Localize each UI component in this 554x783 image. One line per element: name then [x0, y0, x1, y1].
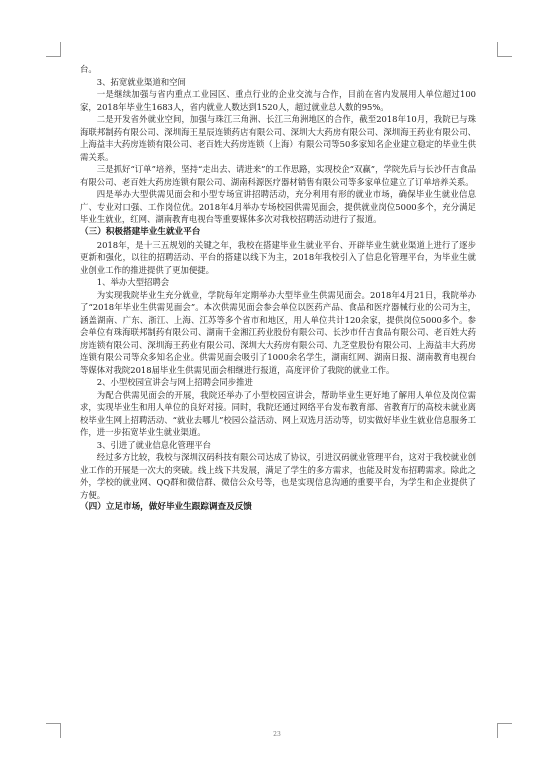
crop-mark-top-right [497, 42, 512, 57]
paragraph-large-fair: 为实现我院毕业生充分就业，学院每年定期举办大型毕业生供需见面会。2018年4月21日，我院举办了“2018年毕业生供需见面会”。本次供需见面会参会单位以医药产品、食品和医疗器械行业的公司为主，涵盖湖南、广东、浙江、上海、江苏等多个省市和地区，用人单位共计120余家，提供岗位5000多个。参会单位有珠海联邦制药有限公司、湖南千金湘江药业股份有限公司、长沙市仟吉食品有限公司、老百姓大药房连锁有限公司、深圳海王药业有限公司、深圳大大药房有限公司、九芝堂股份有限公司、上海益丰大药房连锁有限公司等众多知名企业。供需见面会吸引了1000余名学生，湖南红网、湖南日报、湖南教育电视台等媒体对我院2018届毕业生供需见面会相继进行报道，高度评价了我院的就业工作。 [80, 289, 476, 375]
paragraph-order-training: 三是抓好“订单”培养，坚持“走出去、请进来”的工作思路，实现校企“双赢”，学院先后与长沙仟吉食品有限公司、老百姓大药房连锁有限公司、湖南科源医疗器材销售有限公司等多家单位建立了订单培养关系。 [80, 164, 476, 187]
continuation-line: 台。 [80, 64, 97, 74]
crop-mark-top-left [46, 42, 61, 57]
subheading-large-fair: 1、举办大型招聘会 [96, 277, 170, 287]
paragraph-platform-intro: 2018年，是十三五规划的关键之年，我校在搭建毕业生就业平台、开辟毕业生就业渠道上进行了逐步更新和强化，以往的招聘活动、平台的搭建以线下为主，2018年我校引入了信息化管理平台，为毕业生就业创业工作的推进提供了更加便捷。 [80, 239, 476, 275]
paragraph-small-sessions: 为配合供需见面会的开展，我院还举办了小型校园宣讲会，帮助毕业生更好地了解用人单位及岗位需求，实现毕业生和用人单位的良好对接。同时，我院还通过网络平台发布教育部、省教育厅的高校未就业离校毕业生网上招聘活动、“就业去哪儿”校园公益活动、网上双选月活动等，切实做好毕业生就业信息服务工作，进一步拓宽毕业生就业渠道。 [80, 389, 476, 437]
paragraph-job-fairs: 四是举办大型供需见面会和小型专场宣讲招聘活动，充分利用有形的就业市场，确保毕业生就业信息广、专业对口强、工作岗位优。2018年4月举办专场校园供需见面会，提供就业岗位5000多个，充分满足毕业生就业，红网、湖南教育电视台等重要媒体多次对我校招聘活动进行了报道。 [80, 189, 476, 224]
page-number: 23 [273, 731, 281, 738]
section-heading-platform: （三）积极搭建毕业生就业平台 [80, 226, 201, 237]
subheading-small-sessions: 2、小型校园宣讲会与网上招聘会同步推进 [96, 377, 253, 387]
paragraph-info-platform: 经过多方比较，我校与深圳汉码科技有限公司达成了协议，引进汉码就业管理平台，这对于我校就业创业工作的开展是一次大的突破。线上线下共发展，满足了学生的多方需求，也能及时发布招聘需求。除此之外，学校的就业网、QQ群和微信群、微信公众号等，也是实现信息沟通的重要平台，为学生和企业提供了方便。 [80, 452, 476, 500]
document-body [80, 63, 476, 514]
subheading-info-platform: 3、引进了就业信息化管理平台 [96, 439, 211, 450]
paragraph-out-of-province: 二是开发省外就业空间，加强与珠江三角洲、长江三角洲地区的合作，截至2018年10月，我院已与珠海联邦制药有限公司、深圳海王星辰连锁药店有限公司、深圳大大药房有限公司、深圳海王药业有限公司、上海益丰大药房连锁有限公司、老百姓大药房连锁（上海）有限公司等50多家知名企业建立稳定的毕业生供需关系。 [80, 114, 476, 162]
subheading-expand-channels: 3、拓宽就业渠道和空间 [96, 76, 186, 87]
section-heading-follow-up: （四）立足市场，做好毕业生跟踪调查及反馈 [80, 502, 252, 512]
paragraph-industrial-parks: 一是继续加强与省内重点工业园区、重点行业的企业交流与合作，目前在省内发展用人单位超过100家，2018年毕业生1683人，省内就业人数达到1520人，超过就业总人数的95%。 [80, 89, 476, 112]
